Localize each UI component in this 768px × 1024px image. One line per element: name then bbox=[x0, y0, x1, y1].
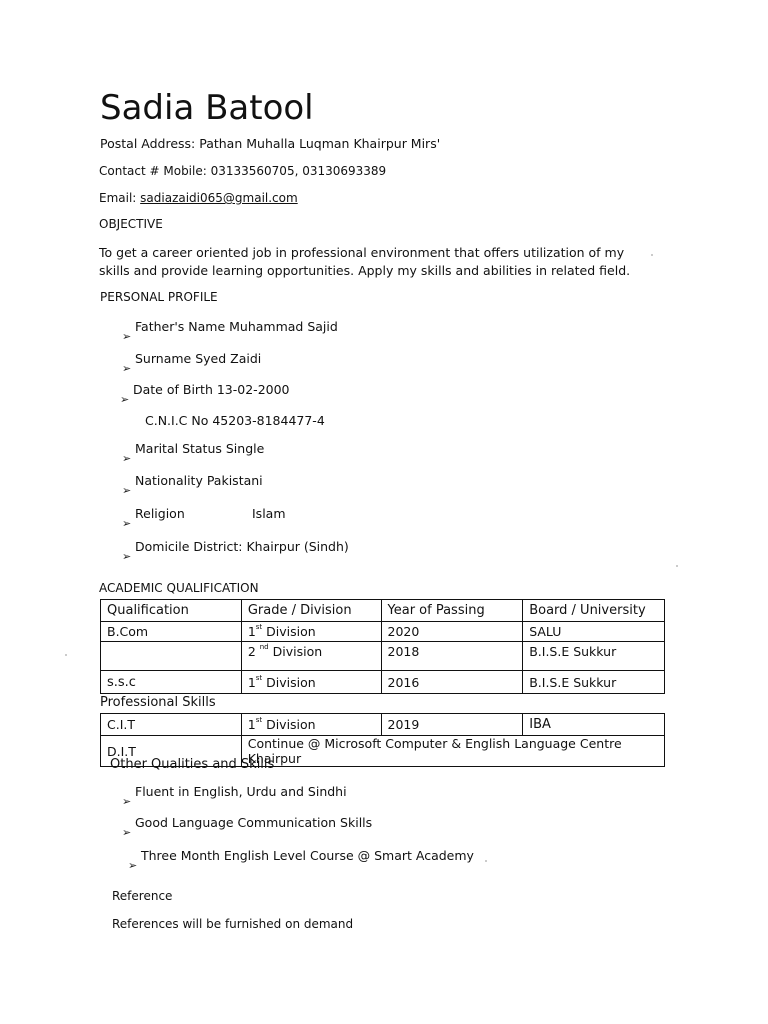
arrow-bullet-icon: ➢ bbox=[122, 362, 132, 375]
table-header-cell: Year of Passing bbox=[381, 600, 523, 622]
academic-table-header bbox=[101, 600, 665, 622]
profile-nationality: Nationality Pakistani bbox=[135, 473, 263, 488]
profile-religion-value: Islam bbox=[252, 506, 286, 521]
arrow-bullet-icon: ➢ bbox=[122, 330, 132, 343]
arrow-bullet-icon: ➢ bbox=[122, 795, 132, 808]
grade-text: Division bbox=[268, 644, 323, 659]
professional-skills-heading: Professional Skills bbox=[100, 695, 216, 710]
table-cell: D.I.T bbox=[101, 736, 242, 767]
grade-number: 1 bbox=[247, 624, 256, 639]
table-cell: Continue @ Microsoft Computer & English Language Centre Khairpur bbox=[241, 736, 664, 767]
scan-speck bbox=[65, 654, 67, 656]
reference-text: References will be furnished on demand bbox=[112, 917, 354, 931]
email-line bbox=[99, 191, 298, 205]
grade-text: Division bbox=[262, 717, 316, 732]
grade-number: 1 bbox=[247, 717, 256, 732]
table-cell bbox=[241, 622, 381, 642]
other-qualities-heading: Other Qualities and Skills bbox=[110, 757, 275, 772]
table-row bbox=[101, 671, 665, 694]
contact-numbers: Contact # Mobile: 03133560705, 03130693389 bbox=[99, 164, 387, 178]
list-item: Good Language Communication Skills bbox=[135, 815, 373, 830]
profile-domicile: Domicile District: Khairpur (Sindh) bbox=[135, 539, 349, 554]
arrow-bullet-icon: ➢ bbox=[122, 550, 132, 563]
table-row bbox=[101, 642, 665, 671]
arrow-bullet-icon: ➢ bbox=[120, 393, 130, 406]
grade-suffix: nd bbox=[259, 643, 269, 651]
table-cell: B.Com bbox=[101, 622, 242, 642]
scan-speck bbox=[485, 860, 487, 862]
objective-text: To get a career oriented job in professional environment that offers utilization of my skills and provide learning opportunities. Apply my skills and abilities in related field. bbox=[99, 245, 631, 278]
grade-suffix: st bbox=[255, 673, 263, 682]
table-cell bbox=[241, 642, 381, 671]
reference-heading: Reference bbox=[112, 889, 173, 903]
arrow-bullet-icon: ➢ bbox=[128, 859, 138, 872]
table-header-cell: Grade / Division bbox=[241, 600, 381, 622]
email-link[interactable]: sadiazaidi065@gmail.com bbox=[140, 191, 298, 205]
list-item: Fluent in English, Urdu and Sindhi bbox=[135, 784, 347, 799]
grade-text: Division bbox=[262, 624, 316, 639]
profile-religion-label: Religion bbox=[135, 506, 185, 521]
table-cell: s.s.c bbox=[101, 671, 242, 694]
table-header-cell: Qualification bbox=[101, 600, 242, 622]
table-cell bbox=[241, 714, 381, 736]
arrow-bullet-icon: ➢ bbox=[122, 452, 132, 465]
table-cell: B.I.S.E Sukkur bbox=[523, 671, 665, 694]
table-cell: IBA bbox=[523, 714, 665, 736]
academic-heading: ACADEMIC QUALIFICATION bbox=[99, 581, 259, 595]
table-cell: 2018 bbox=[381, 642, 523, 671]
profile-dob: Date of Birth 13-02-2000 bbox=[133, 382, 290, 397]
table-cell: C.I.T bbox=[101, 714, 242, 736]
table-row bbox=[101, 714, 665, 736]
personal-profile-heading: PERSONAL PROFILE bbox=[100, 290, 218, 304]
table-cell bbox=[241, 671, 381, 694]
arrow-bullet-icon: ➢ bbox=[122, 484, 132, 497]
profile-father-name: Father's Name Muhammad Sajid bbox=[135, 319, 338, 334]
table-cell: 2020 bbox=[381, 622, 523, 642]
scan-speck bbox=[676, 565, 678, 567]
profile-marital-status: Marital Status Single bbox=[135, 441, 265, 456]
table-cell: 2019 bbox=[381, 714, 523, 736]
email-label: Email: bbox=[99, 191, 141, 205]
grade-suffix: st bbox=[255, 716, 263, 724]
arrow-bullet-icon: ➢ bbox=[122, 517, 132, 530]
profile-cnic: C.N.I.C No 45203-8184477-4 bbox=[145, 413, 325, 428]
table-row bbox=[101, 622, 665, 642]
table-header-cell: Board / University bbox=[523, 600, 665, 622]
scan-speck bbox=[651, 254, 653, 256]
postal-address: Postal Address: Pathan Muhalla Luqman Khairpur Mirs' bbox=[100, 136, 441, 151]
table-cell: B.I.S.E Sukkur bbox=[523, 642, 665, 671]
grade-number: 1 bbox=[247, 674, 256, 690]
table-cell: SALU bbox=[523, 622, 665, 642]
resume-name: Sadia Batool bbox=[100, 88, 314, 128]
grade-text: Division bbox=[262, 674, 316, 690]
profile-surname: Surname Syed Zaidi bbox=[135, 351, 262, 366]
grade-suffix: st bbox=[255, 623, 263, 631]
academic-table bbox=[100, 599, 665, 694]
grade-number: 2 bbox=[247, 644, 260, 659]
table-cell: 2016 bbox=[381, 671, 523, 694]
arrow-bullet-icon: ➢ bbox=[122, 826, 132, 839]
objective-heading: OBJECTIVE bbox=[99, 217, 163, 231]
list-item: Three Month English Level Course @ Smart Academy bbox=[141, 848, 474, 863]
table-cell bbox=[101, 642, 242, 671]
